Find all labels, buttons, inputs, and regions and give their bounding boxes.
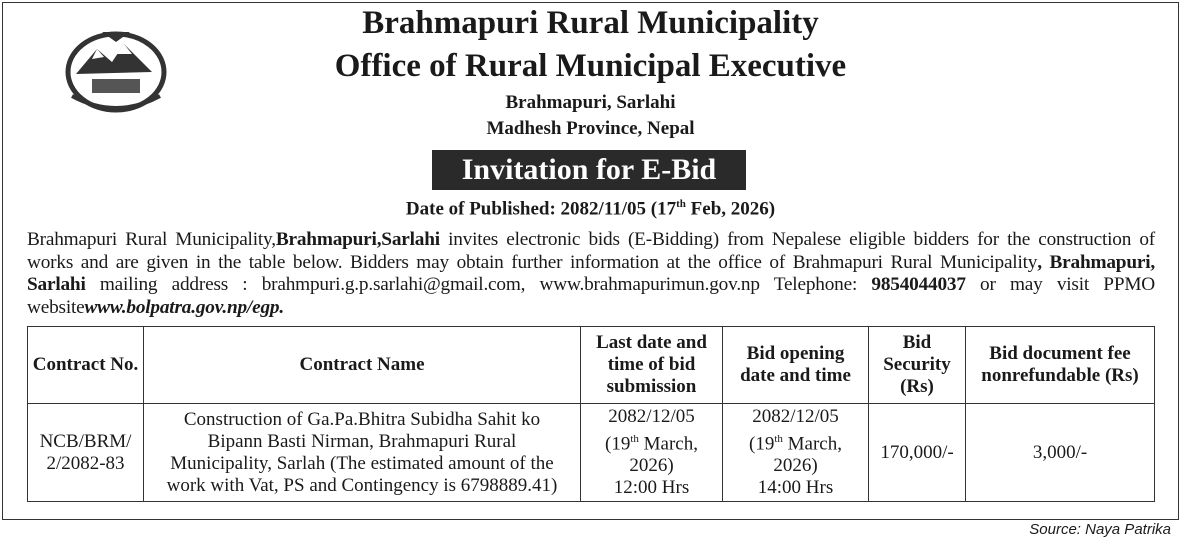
contract-no: NCB/BRM/ 2/2082-83 (28, 404, 144, 502)
office-title: Office of Rural Municipal Executive (334, 48, 847, 84)
document-fee: 3,000/- (966, 404, 1155, 502)
address-line-1: Brahmapuri, Sarlahi (505, 92, 676, 113)
col-contract-no: Contract No. (28, 327, 144, 404)
col-security: Bid Security (Rs) (869, 327, 966, 404)
address-line-2: Madhesh Province, Nepal (486, 118, 695, 139)
ppmo-link[interactable]: www.bolpatra.gov.np/egp. (84, 297, 284, 319)
published-date: Date of Published: 2082/11/05 (17th Feb, 2026) (405, 198, 776, 220)
opening-date: 2082/12/05 (19th March, 2026) 14:00 Hrs (723, 404, 869, 502)
submission-date: 2082/12/05 (19th March, 2026) 12:00 Hrs (581, 404, 723, 502)
col-opening: Bid opening date and time (723, 327, 869, 404)
notice-paragraph: Brahmapuri Rural Municipality,Brahmapuri,Sarlahi invites electronic bids (E-Bidding) from Nepalese eligible bidders for the construction of works and are given in the table below. Bidders may obtain further information at the office of Brahmapuri Rural Municipality, Brahmapuri, Sarlahi mailing address : brahmpuri.g.p.sarlahi@gmail.com, www.brahmapurimun.gov.np Telephone: 9854044037 or may visit PPMO websitewww.bolpatra.gov.np/egp. (27, 229, 1156, 319)
bid-security: 170,000/- (869, 404, 966, 502)
table-header-row (28, 327, 1155, 404)
table-row (28, 404, 1155, 502)
contract-table (27, 326, 1155, 502)
col-contract-name: Contract Name (144, 327, 581, 404)
contract-name: Construction of Ga.Pa.Bhitra Subidha Sahit ko Bipann Basti Nirman, Brahmapuri Rural Municipality, Sarlah (The estimated amount of the work with Vat, PS and Contingency is 6798889.41) (144, 404, 581, 502)
notice-title: Invitation for E-Bid (432, 150, 746, 190)
source-credit: Source: Naya Patrika (1029, 521, 1171, 538)
col-fee: Bid document fee nonrefundable (Rs) (966, 327, 1155, 404)
municipality-title: Brahmapuri Rural Municipality (362, 5, 819, 41)
col-submission: Last date and time of bid submission (581, 327, 723, 404)
